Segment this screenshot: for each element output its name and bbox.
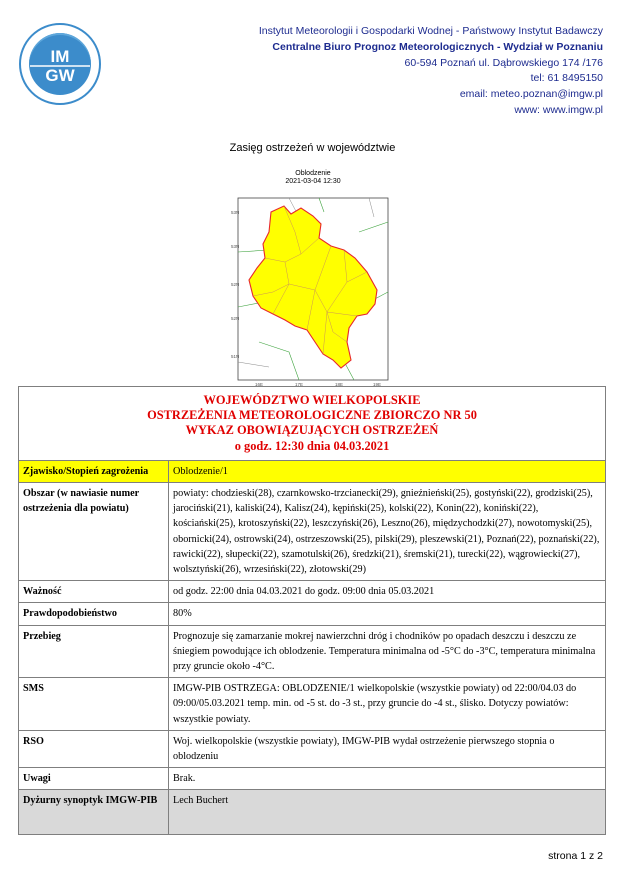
row-obszar — [19, 483, 606, 581]
row-label: Prawdopodobieństwo — [19, 603, 169, 625]
row-label: Przebieg — [19, 625, 169, 678]
phone: tel: 61 8495150 — [530, 72, 603, 85]
warning-title — [19, 387, 606, 461]
row-value: 80% — [169, 603, 606, 625]
svg-text:IM: IM — [50, 47, 70, 66]
svg-text:51N: 51N — [231, 354, 240, 359]
row-przebieg — [19, 625, 606, 678]
row-label: Ważność — [19, 581, 169, 603]
warning-title-line: WYKAZ OBOWIĄZUJĄCYCH OSTRZEŻEŃ — [185, 423, 439, 438]
row-sms — [19, 678, 606, 731]
warning-map — [229, 170, 397, 388]
map-caption-title: Oblodzenie — [295, 170, 331, 177]
row-rso — [19, 730, 606, 767]
svg-text:18E: 18E — [335, 382, 344, 387]
row-label: SMS — [19, 678, 169, 731]
imgw-logo — [18, 22, 102, 106]
section-title: Zasięg ostrzeżeń w województwie — [229, 142, 396, 154]
institute-name: Instytut Meteorologii i Gospodarki Wodnej - Państwowy Instytut Badawczy — [258, 25, 603, 37]
warning-table — [18, 386, 606, 835]
office-name: Centralne Biuro Prognoz Meteorologicznych - Wydział w Poznaniu — [272, 40, 603, 53]
page-number: strona 1 z 2 — [548, 850, 603, 862]
svg-text:17E: 17E — [295, 382, 304, 387]
svg-text:52N: 52N — [231, 316, 240, 321]
map-caption-date: 2021-03-04 12:30 — [285, 178, 341, 185]
row-uwagi — [19, 768, 606, 790]
row-zjawisko — [19, 460, 606, 482]
row-waznosc — [19, 581, 606, 603]
warning-title-line: o godz. 12:30 dnia 04.03.2021 — [234, 438, 390, 453]
row-value: Lech Buchert — [169, 790, 606, 835]
warning-title-line: WOJEWÓDZTWO WIELKOPOLSKIE — [203, 393, 421, 407]
email: email: meteo.poznan@imgw.pl — [459, 88, 603, 101]
svg-text:52N: 52N — [231, 282, 240, 287]
svg-text:53N: 53N — [231, 244, 240, 249]
row-value: Prognozuje się zamarzanie mokrej nawierzchni dróg i chodników po opadach deszczu i deszczu ze śniegiem powodujące ich oblodzenie. Temperatura minimalna od -5°C do -3°C, temperatura minimalna przy gruncie około -4°C. — [169, 625, 606, 678]
row-value: IMGW-PIB OSTRZEGA: OBLODZENIE/1 wielkopolskie (wszystkie powiaty) od 22:00/04.03 do 09:00/05.03.2021 temp. min. od -5 st. do -3 st., przy gruncie do -4 st., ślisko. Dotyczy powiatów: wszystkie powiaty. — [169, 678, 606, 731]
svg-text:53N: 53N — [231, 210, 240, 215]
row-value: od godz. 22:00 dnia 04.03.2021 do godz. 09:00 dnia 05.03.2021 — [169, 581, 606, 603]
row-prawdopodobienstwo — [19, 603, 606, 625]
map-graphic — [229, 192, 397, 388]
row-synoptyk — [19, 790, 606, 835]
row-value: Oblodzenie/1 — [169, 460, 606, 482]
svg-text:GW: GW — [45, 66, 75, 85]
row-label: RSO — [19, 730, 169, 767]
row-label: Uwagi — [19, 768, 169, 790]
row-value: Brak. — [169, 768, 606, 790]
warning-title-line: OSTRZEŻENIA METEOROLOGICZNE ZBIORCZO NR 50 — [147, 408, 477, 423]
row-label: Zjawisko/Stopień zagrożenia — [19, 460, 169, 482]
svg-text:16E: 16E — [255, 382, 264, 387]
row-label: Dyżurny synoptyk IMGW-PIB — [19, 790, 169, 835]
row-label: Obszar (w nawiasie numer ostrzeżenia dla powiatu) — [19, 483, 169, 581]
address: 60-594 Poznań ul. Dąbrowskiego 174 /176 — [404, 56, 603, 69]
institute-header — [259, 24, 603, 119]
svg-text:19E: 19E — [373, 382, 382, 387]
website: www: www.imgw.pl — [514, 103, 603, 116]
row-value: powiaty: chodzieski(28), czarnkowsko-trzcianecki(29), gnieźnieński(25), gostyński(22), grodziski(25), jarociński(21), kaliski(24), Kalisz(24), kępiński(25), kolski(22), Konin(22), koniński(22), kościański(25), krotoszyński(22), leszczyński(26), Leszno(26), międzychodzki(27), nowotomyski(25), obornicki(24), ostrowski(24), ostrzeszowski(25), pilski(29), pleszewski(21), Poznań(22), poznański(22), rawicki(22), słupecki(22), szamotulski(26), średzki(21), śremski(21), turecki(22), wągrowiecki(27), wolsztyński(26), wrzesiński(22), złotowski(29) — [169, 483, 606, 581]
row-value: Woj. wielkopolskie (wszystkie powiaty), IMGW-PIB wydał ostrzeżenie pierwszego stopnia o oblodzeniu — [169, 730, 606, 767]
